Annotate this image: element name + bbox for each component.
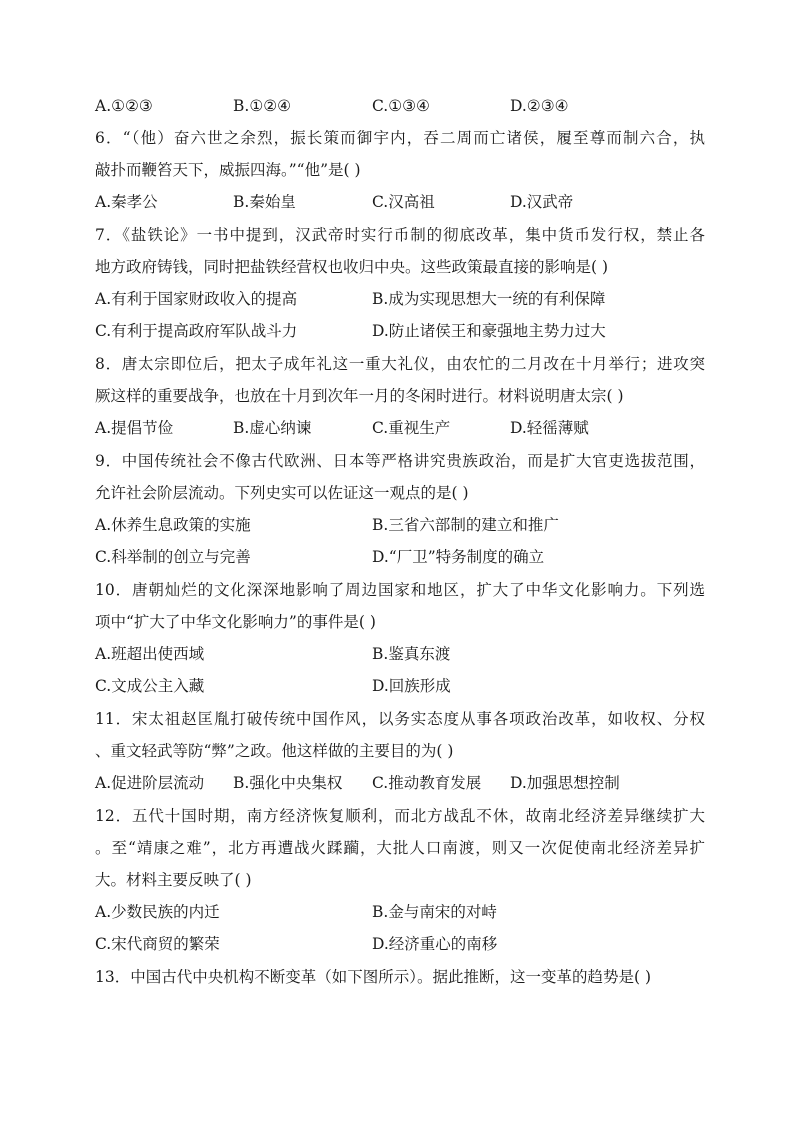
q7-option-d[interactable]: D.防止诸侯王和豪强地主势力过大: [372, 322, 606, 340]
q11-stem-line-2: 、重文轻武等防“弊”之政。他这样做的主要目的为( ): [95, 742, 454, 760]
q10-option-d[interactable]: D.回族形成: [372, 677, 451, 695]
q5-option-d[interactable]: D.②③④: [510, 97, 569, 115]
q10-stem-line-2: 项中“扩大了中华文化影响力”的事件是( ): [95, 613, 376, 631]
q7-option-b[interactable]: B.成为实现思想大一统的有利保障: [372, 290, 606, 308]
q11-option-d[interactable]: D.加强思想控制: [510, 774, 620, 792]
q6-option-c[interactable]: C.汉高祖: [372, 193, 435, 211]
q8-stem-line-2: 厥这样的重要战争，也放在十月到次年一月的冬闲时进行。材料说明唐太宗( ): [95, 387, 624, 405]
q8-option-d[interactable]: D.轻徭薄赋: [510, 419, 589, 437]
q9-option-c[interactable]: C.科举制的创立与完善: [95, 548, 251, 566]
q12-option-d[interactable]: D.经济重心的南移: [372, 935, 498, 953]
q12-stem-line-1: 12．五代十国时期，南方经济恢复顺利，而北方战乱不休，故南北经济差异继续扩大: [95, 807, 705, 825]
q9-option-b[interactable]: B.三省六部制的建立和推广: [372, 516, 559, 534]
q5-option-a[interactable]: A.①②③: [95, 97, 153, 115]
q6-stem-line-2: 敲扑而鞭笞天下，威振四海。”“他”是( ): [95, 161, 361, 179]
q12-stem-line-3: 大。材料主要反映了( ): [95, 871, 252, 889]
q6-option-a[interactable]: A.秦孝公: [95, 193, 158, 211]
q11-option-a[interactable]: A.促进阶层流动: [95, 774, 205, 792]
q7-stem-line-1: 7．《盐铁论》一书中提到，汉武帝时实行币制的彻底改革，集中货币发行权，禁止各: [95, 226, 705, 244]
q9-stem-line-2: 允许社会阶层流动。下列史实可以佐证这一观点的是( ): [95, 484, 469, 502]
q11-stem-line-1: 11．宋太祖赵匡胤打破传统中国作风，以务实态度从事各项政治改革，如收权、分权: [95, 710, 705, 728]
q5-option-c[interactable]: C.①③④: [372, 97, 430, 115]
q8-option-c[interactable]: C.重视生产: [372, 419, 451, 437]
q12-option-c[interactable]: C.宋代商贸的繁荣: [95, 935, 220, 953]
q9-option-a[interactable]: A.休养生息政策的实施: [95, 516, 251, 534]
q13-stem-line-1: 13．中国古代中央机构不断变革（如下图所示）。据此推断，这一变革的趋势是( ): [95, 968, 651, 986]
q11-option-b[interactable]: B.强化中央集权: [233, 774, 343, 792]
q8-option-a[interactable]: A.提倡节俭: [95, 419, 174, 437]
q9-stem-line-1: 9．中国传统社会不像古代欧洲、日本等严格讲究贵族政治，而是扩大官吏选拔范围，: [95, 452, 705, 470]
q8-stem-line-1: 8．唐太宗即位后，把太子成年礼这一重大礼仪，由农忙的二月改在十月举行；进攻突: [95, 355, 705, 373]
q6-stem-line-1: 6．“（他）奋六世之余烈，振长策而御宇内，吞二周而亡诸侯，履至尊而制六合，执: [95, 129, 705, 147]
q8-option-b[interactable]: B.虚心纳谏: [233, 419, 312, 437]
q11-option-c[interactable]: C.推动教育发展: [372, 774, 482, 792]
q6-option-b[interactable]: B.秦始皇: [233, 193, 296, 211]
q6-option-d[interactable]: D.汉武帝: [510, 193, 574, 211]
q10-option-c[interactable]: C.文成公主入藏: [95, 677, 205, 695]
q7-stem-line-2: 地方政府铸钱，同时把盐铁经营权也收归中央。这些政策最直接的影响是( ): [95, 258, 609, 276]
q9-option-d[interactable]: D.“厂卫”特务制度的确立: [372, 548, 545, 566]
q10-stem-line-1: 10．唐朝灿烂的文化深深地影响了周边国家和地区，扩大了中华文化影响力。下列选: [95, 581, 705, 599]
q7-option-a[interactable]: A.有利于国家财政收入的提高: [95, 290, 298, 308]
q12-option-a[interactable]: A.少数民族的内迁: [95, 903, 220, 921]
q10-option-b[interactable]: B.鉴真东渡: [372, 645, 451, 663]
q5-option-b[interactable]: B.①②④: [233, 97, 292, 115]
q7-option-c[interactable]: C.有利于提高政府军队战斗力: [95, 322, 298, 340]
q10-option-a[interactable]: A.班超出使西域: [95, 645, 205, 663]
q12-option-b[interactable]: B.金与南宋的对峙: [372, 903, 497, 921]
q12-stem-line-2: 。至“靖康之难”，北方再遭战火蹂躏，大批人口南渡，则又一次促使南北经济差异扩: [95, 839, 705, 857]
